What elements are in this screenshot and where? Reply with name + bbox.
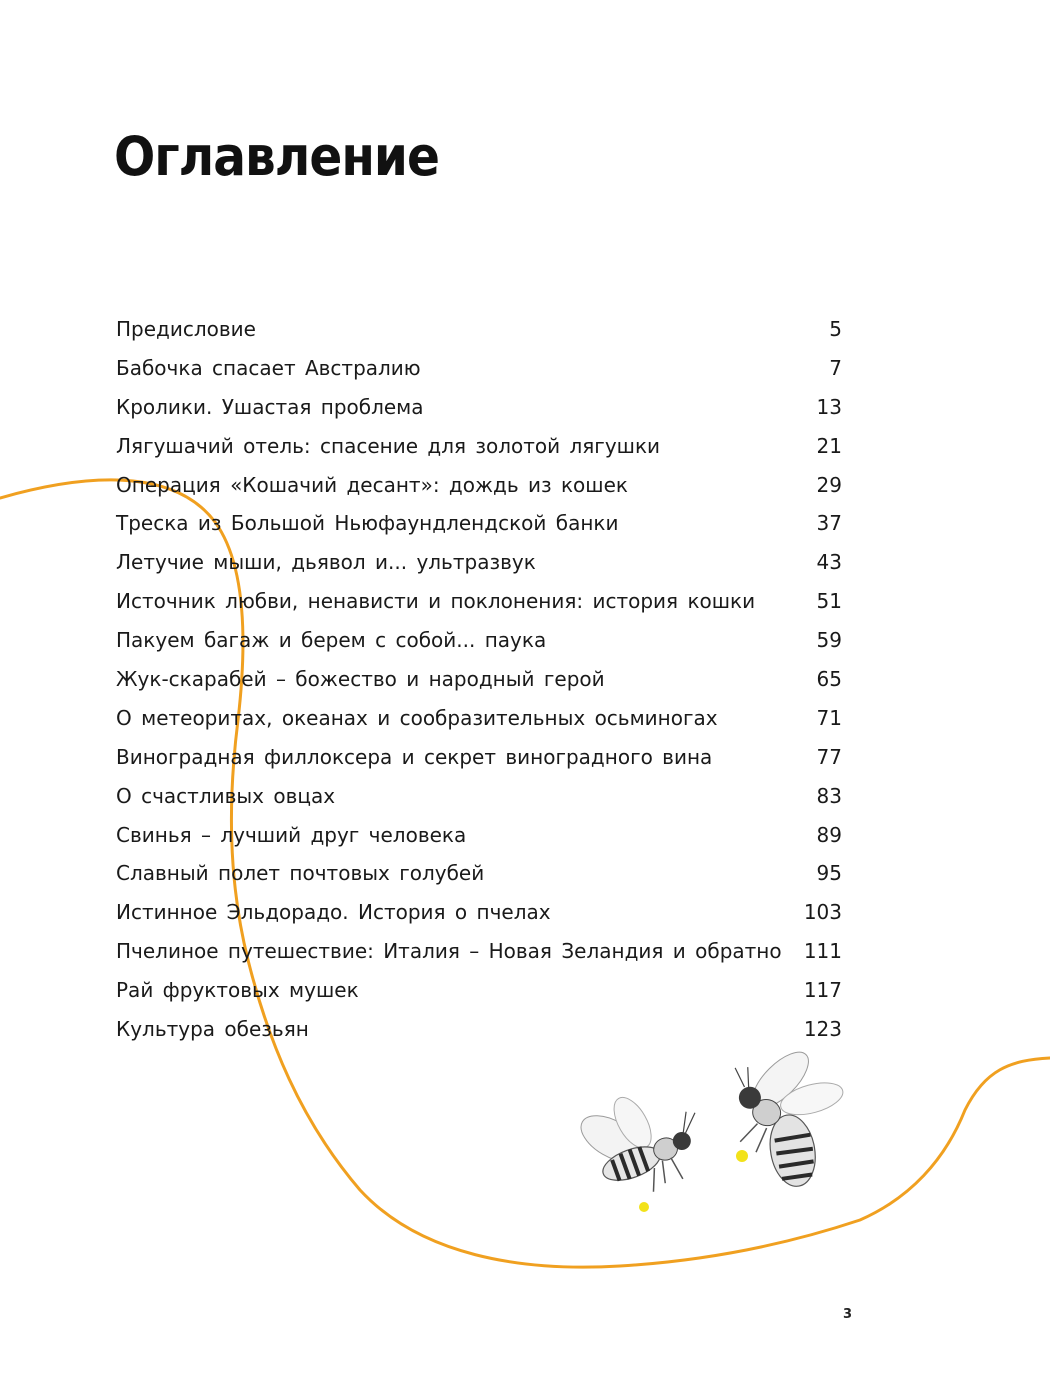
pollen-left-icon	[639, 1202, 649, 1212]
toc-entry[interactable]	[116, 310, 842, 349]
toc-entry-title: О метеоритах, океанах и сообразительных осьминогах	[116, 705, 718, 730]
toc-entry[interactable]	[116, 932, 842, 971]
toc-entry-page: 59	[816, 628, 842, 653]
toc-entry-title: Виноградная филлоксера и секрет виноградного вина	[116, 744, 713, 769]
toc-entry-page: 77	[816, 744, 842, 769]
toc-entry[interactable]	[116, 543, 842, 582]
toc-entry-title: Предисловие	[116, 317, 256, 341]
toc-entry[interactable]	[116, 1010, 842, 1049]
toc-entry-page: 5	[829, 317, 842, 341]
toc-entry-page: 65	[816, 667, 842, 692]
toc-entry[interactable]	[116, 349, 842, 388]
toc-entry[interactable]	[116, 660, 842, 699]
toc-entry[interactable]	[116, 388, 842, 427]
toc-entry-title: Кролики. Ушастая проблема	[116, 394, 424, 419]
toc-entry-title: Источник любви, ненависти и поклонения: история кошки	[116, 589, 756, 614]
toc-entry-title: Пакуем багаж и берем с собой... паука	[116, 628, 547, 653]
toc-entry[interactable]	[116, 854, 842, 893]
toc-entry[interactable]	[116, 504, 842, 543]
toc-entry[interactable]	[116, 777, 842, 816]
toc-entry[interactable]	[116, 816, 842, 855]
pollen-right-icon	[736, 1150, 748, 1162]
toc-entry-title: Треска из Большой Ньюфаундлендской банки	[116, 511, 619, 536]
toc-entry-page: 117	[803, 978, 842, 1003]
toc-entry-title: Пчелиное путешествие: Италия – Новая Зеландия и обратно	[116, 939, 782, 964]
toc-entry-page: 21	[816, 433, 842, 458]
toc-entry-title: Бабочка спасает Австралию	[116, 355, 421, 380]
bee-right-icon	[707, 1030, 858, 1201]
table-of-contents	[116, 310, 842, 1049]
page-number: 3	[843, 1307, 853, 1322]
toc-entry-title: Лягушачий отель: спасение для золотой лягушки	[116, 433, 661, 458]
toc-entry-page: 123	[803, 1017, 842, 1042]
toc-entry-title: Жук-скарабей – божество и народный герой	[116, 667, 605, 692]
toc-entry-page: 7	[829, 355, 842, 380]
toc-entry-title: Летучие мыши, дьявол и... ультразвук	[116, 550, 536, 575]
toc-entry[interactable]	[116, 582, 842, 621]
toc-entry[interactable]	[116, 971, 842, 1010]
toc-entry-page: 71	[816, 705, 842, 730]
toc-entry-title: Культура обезьян	[116, 1017, 309, 1042]
toc-entry-page: 13	[816, 394, 842, 419]
toc-entry[interactable]	[116, 466, 842, 505]
toc-entry[interactable]	[116, 621, 842, 660]
toc-entry-page: 103	[803, 900, 842, 925]
toc-entry[interactable]	[116, 699, 842, 738]
toc-entry-title: Славный полет почтовых голубей	[116, 861, 485, 886]
toc-entry[interactable]	[116, 893, 842, 932]
toc-entry-page: 111	[803, 939, 842, 964]
toc-entry-title: Свинья – лучший друг человека	[116, 822, 467, 847]
toc-entry-page: 43	[816, 550, 842, 575]
toc-entry-title: Истинное Эльдорадо. История о пчелах	[116, 900, 551, 925]
bee-left-icon	[565, 1073, 715, 1211]
toc-entry-page: 51	[816, 589, 842, 614]
toc-entry-page: 89	[816, 822, 842, 847]
toc-entry-page: 37	[816, 511, 842, 536]
toc-entry-title: Операция «Кошачий десант»: дождь из кошек	[116, 472, 628, 497]
toc-entry[interactable]	[116, 738, 842, 777]
toc-entry-title: О счастливых овцах	[116, 783, 336, 808]
toc-entry-page: 29	[816, 472, 842, 497]
toc-entry[interactable]	[116, 427, 842, 466]
toc-entry-page: 83	[816, 783, 842, 808]
toc-entry-page: 95	[816, 861, 842, 886]
page-title: Оглавление	[114, 125, 439, 188]
toc-entry-title: Рай фруктовых мушек	[116, 978, 359, 1003]
